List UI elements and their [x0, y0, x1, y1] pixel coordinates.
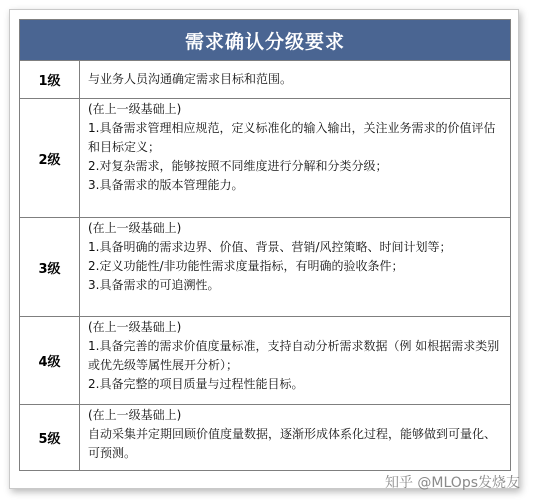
table-row [20, 405, 511, 471]
description-line: 1.具备明确的需求边界、价值、背景、营销/风控策略、时间计划等； [88, 240, 452, 254]
description-line: 自动采集并定期回顾价值度量数据，逐渐形成体系化过程，能够做到可量化、可预测。 [88, 427, 497, 460]
description-line: (在上一级基础上) [88, 408, 182, 422]
watermark: 知乎 @MLOps发烧友 [384, 475, 520, 491]
description-line: (在上一级基础上) [88, 221, 182, 235]
description-line: (在上一级基础上) [88, 102, 182, 116]
level-label: 4级 [20, 317, 80, 405]
description-line: 3.具备需求的可追溯性。 [88, 278, 220, 292]
level-description [80, 405, 511, 471]
requirements-table [19, 19, 511, 471]
table-row [20, 61, 511, 99]
level-label: 5级 [20, 405, 80, 471]
level-label: 2级 [20, 99, 80, 218]
table-header-row [20, 20, 511, 61]
level-description [80, 61, 511, 99]
description-line: 2.具备完整的项目质量与过程性能目标。 [88, 377, 304, 391]
description-line: (在上一级基础上) [88, 320, 182, 334]
level-description [80, 218, 511, 317]
description-line: 与业务人员沟通确定需求目标和范围。 [88, 72, 293, 86]
level-description [80, 317, 511, 405]
table-row [20, 218, 511, 317]
description-line: 2.对复杂需求，能够按照不同维度进行分解和分类分级； [88, 159, 388, 173]
level-description [80, 99, 511, 218]
description-line: 1.具备完善的需求价值度量标准，支持自动分析需求数据（例 如根据需求类别或优先级等属性展开分析）； [88, 339, 500, 372]
level-label: 3级 [20, 218, 80, 317]
description-line: 2.定义功能性/非功能性需求度量指标，有明确的验收条件； [88, 259, 404, 273]
level-label: 1级 [20, 61, 80, 99]
table-row [20, 99, 511, 218]
description-line: 1.具备需求管理相应规范，定义标准化的输入输出，关注业务需求的价值评估和目标定义； [88, 121, 496, 154]
table-title: 需求确认分级要求 [20, 20, 511, 61]
table-row [20, 317, 511, 405]
description-line: 3.具备需求的版本管理能力。 [88, 178, 244, 192]
